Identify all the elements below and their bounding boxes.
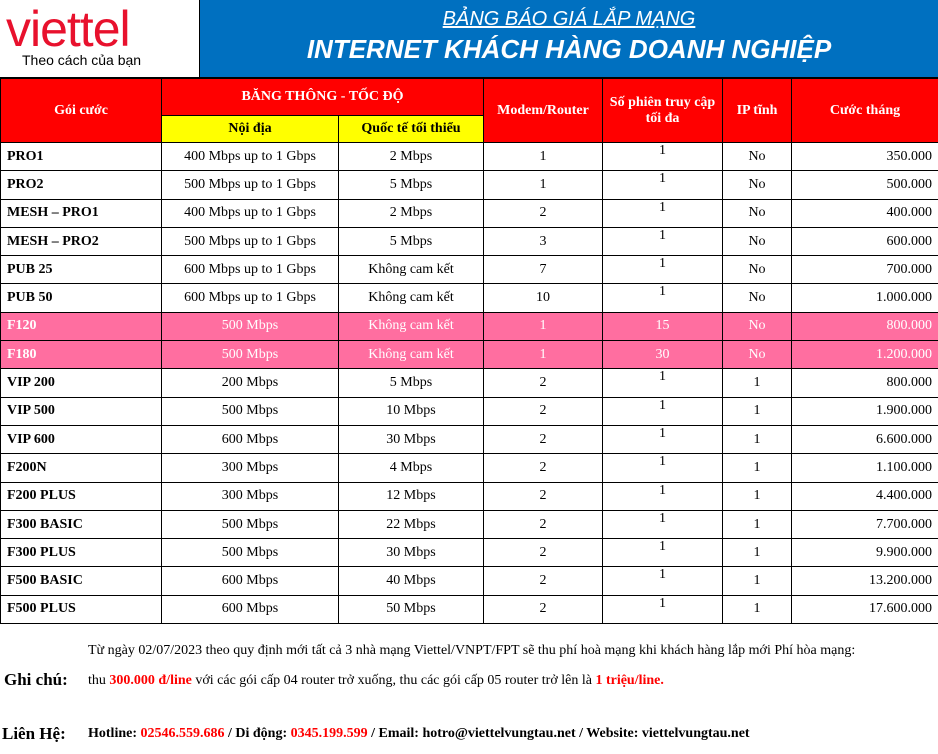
page-header: [0, 0, 938, 78]
page-title: INTERNET KHÁCH HÀNG DOANH NGHIỆP: [306, 34, 832, 64]
international-cell: 22 Mbps: [339, 510, 484, 538]
table-row: [1, 482, 938, 510]
static-ip-cell: 1: [723, 567, 792, 595]
static-ip-cell: 1: [723, 397, 792, 425]
domestic-cell: 500 Mbps up to 1 Gbps: [162, 227, 339, 255]
table-row: [1, 425, 938, 453]
international-cell: 30 Mbps: [339, 425, 484, 453]
title-banner: [200, 0, 938, 78]
monthly-fee-cell: 1.200.000: [792, 341, 938, 369]
sessions-cell: 1: [603, 425, 723, 453]
international-cell: 5 Mbps: [339, 227, 484, 255]
monthly-fee-cell: 800.000: [792, 312, 938, 340]
table-row: [1, 539, 938, 567]
viettel-logo: [0, 0, 200, 78]
modem-cell: 2: [484, 567, 603, 595]
domestic-cell: 500 Mbps: [162, 312, 339, 340]
connection-fee-highlight: 300.000 đ/line: [109, 673, 192, 688]
domestic-cell: 500 Mbps: [162, 539, 339, 567]
modem-cell: 1: [484, 171, 603, 199]
monthly-fee-cell: 700.000: [792, 256, 938, 284]
table-row: [1, 397, 938, 425]
page-subtitle: BẢNG BÁO GIÁ LẮP MẠNG: [442, 8, 696, 30]
monthly-fee-cell: 600.000: [792, 227, 938, 255]
modem-cell: 1: [484, 143, 603, 171]
plan-cell: F300 PLUS: [1, 539, 162, 567]
static-ip-cell: 1: [723, 595, 792, 623]
sessions-cell: 1: [603, 369, 723, 397]
plan-cell: F300 BASIC: [1, 510, 162, 538]
mobile-label: / Di động:: [224, 726, 291, 741]
monthly-fee-cell: 1.100.000: [792, 454, 938, 482]
table-row: [1, 595, 938, 623]
header-domestic: Nội địa: [162, 116, 339, 143]
sessions-cell: 1: [603, 143, 723, 171]
monthly-fee-cell: 400.000: [792, 199, 938, 227]
notes-text: [88, 636, 858, 696]
hotline-number[interactable]: 02546.559.686: [140, 726, 225, 741]
international-cell: Không cam kết: [339, 284, 484, 312]
international-cell: 10 Mbps: [339, 397, 484, 425]
static-ip-cell: 1: [723, 425, 792, 453]
notes-label: Ghi chú:: [4, 670, 68, 689]
domestic-cell: 500 Mbps: [162, 510, 339, 538]
monthly-fee-cell: 13.200.000: [792, 567, 938, 595]
table-row: [1, 256, 938, 284]
domestic-cell: 600 Mbps up to 1 Gbps: [162, 256, 339, 284]
plan-cell: F200N: [1, 454, 162, 482]
plan-cell: PUB 25: [1, 256, 162, 284]
sessions-cell: 1: [603, 284, 723, 312]
static-ip-cell: 1: [723, 454, 792, 482]
modem-cell: 2: [484, 510, 603, 538]
international-cell: Không cam kết: [339, 312, 484, 340]
plan-cell: MESH – PRO1: [1, 199, 162, 227]
domestic-cell: 600 Mbps: [162, 567, 339, 595]
domestic-cell: 500 Mbps up to 1 Gbps: [162, 171, 339, 199]
contact-line: [88, 726, 750, 742]
international-cell: 4 Mbps: [339, 454, 484, 482]
international-cell: Không cam kết: [339, 256, 484, 284]
domestic-cell: 600 Mbps up to 1 Gbps: [162, 284, 339, 312]
logo-wordmark: viettel: [6, 1, 130, 57]
modem-cell: 1: [484, 312, 603, 340]
modem-cell: 3: [484, 227, 603, 255]
sessions-cell: 1: [603, 227, 723, 255]
domestic-cell: 600 Mbps: [162, 425, 339, 453]
static-ip-cell: No: [723, 227, 792, 255]
monthly-fee-cell: 17.600.000: [792, 595, 938, 623]
modem-cell: 2: [484, 454, 603, 482]
email-label: / Email:: [367, 726, 423, 741]
table-row: [1, 369, 938, 397]
modem-cell: 1: [484, 341, 603, 369]
modem-cell: 2: [484, 369, 603, 397]
static-ip-cell: 1: [723, 510, 792, 538]
international-cell: 2 Mbps: [339, 143, 484, 171]
sessions-cell: 30: [603, 341, 723, 369]
notes-section: [0, 622, 938, 754]
modem-cell: 2: [484, 397, 603, 425]
sessions-cell: 1: [603, 199, 723, 227]
domestic-cell: 500 Mbps: [162, 341, 339, 369]
header-sessions: Số phiên truy cập tối đa: [603, 79, 723, 143]
international-cell: 5 Mbps: [339, 171, 484, 199]
plan-cell: F500 PLUS: [1, 595, 162, 623]
notes-text-part2: với các gói cấp 04 router trở xuống, thu các gói cấp 05 router trở lên là: [191, 673, 596, 688]
monthly-fee-cell: 500.000: [792, 171, 938, 199]
table-row: [1, 567, 938, 595]
static-ip-cell: 1: [723, 482, 792, 510]
international-cell: 12 Mbps: [339, 482, 484, 510]
header-monthly-fee: Cước tháng: [792, 79, 938, 143]
domestic-cell: 200 Mbps: [162, 369, 339, 397]
modem-cell: 10: [484, 284, 603, 312]
static-ip-cell: 1: [723, 369, 792, 397]
monthly-fee-cell: 800.000: [792, 369, 938, 397]
international-cell: 2 Mbps: [339, 199, 484, 227]
sessions-cell: 1: [603, 510, 723, 538]
static-ip-cell: No: [723, 256, 792, 284]
hotline-label: Hotline:: [88, 726, 141, 741]
sessions-cell: 1: [603, 595, 723, 623]
plan-cell: VIP 500: [1, 397, 162, 425]
table-row: [1, 143, 938, 171]
plan-cell: VIP 600: [1, 425, 162, 453]
static-ip-cell: No: [723, 284, 792, 312]
logo-tagline: Theo cách của bạn: [22, 52, 142, 68]
table-row: [1, 341, 938, 369]
static-ip-cell: No: [723, 171, 792, 199]
notes-text-part1: Từ ngày 02/07/2023 theo quy định mới tất cả 3 nhà mạng Viettel/VNPT/FPT sẽ thu phí hoà mạng khi khách hàng lắp mới Phí hòa mạng: thu: [88, 643, 856, 688]
domestic-cell: 300 Mbps: [162, 482, 339, 510]
plan-cell: F180: [1, 341, 162, 369]
price-table-body: [1, 143, 938, 624]
modem-cell: 2: [484, 199, 603, 227]
plan-cell: PUB 50: [1, 284, 162, 312]
international-cell: 5 Mbps: [339, 369, 484, 397]
monthly-fee-cell: 6.600.000: [792, 425, 938, 453]
email-link[interactable]: hotro@viettelvungtau.net: [422, 726, 576, 741]
connection-fee-highlight-2: 1 triệu/line.: [595, 673, 664, 688]
table-row: [1, 312, 938, 340]
sessions-cell: 1: [603, 454, 723, 482]
monthly-fee-cell: 1.900.000: [792, 397, 938, 425]
table-row: [1, 510, 938, 538]
header-international: Quốc tế tối thiểu: [339, 116, 484, 143]
international-cell: 50 Mbps: [339, 595, 484, 623]
static-ip-cell: 1: [723, 539, 792, 567]
header-bandwidth: BĂNG THÔNG - TỐC ĐỘ: [162, 79, 484, 116]
static-ip-cell: No: [723, 199, 792, 227]
table-row: [1, 227, 938, 255]
header-modem: Modem/Router: [484, 79, 603, 143]
monthly-fee-cell: 1.000.000: [792, 284, 938, 312]
sessions-cell: 1: [603, 539, 723, 567]
domestic-cell: 400 Mbps up to 1 Gbps: [162, 143, 339, 171]
price-table: [0, 78, 938, 624]
monthly-fee-cell: 7.700.000: [792, 510, 938, 538]
domestic-cell: 400 Mbps up to 1 Gbps: [162, 199, 339, 227]
modem-cell: 7: [484, 256, 603, 284]
modem-cell: 2: [484, 595, 603, 623]
sessions-cell: 1: [603, 171, 723, 199]
domestic-cell: 300 Mbps: [162, 454, 339, 482]
table-row: [1, 454, 938, 482]
monthly-fee-cell: 4.400.000: [792, 482, 938, 510]
modem-cell: 2: [484, 482, 603, 510]
table-row: [1, 284, 938, 312]
modem-cell: 2: [484, 425, 603, 453]
domestic-cell: 600 Mbps: [162, 595, 339, 623]
static-ip-cell: No: [723, 341, 792, 369]
sessions-cell: 1: [603, 397, 723, 425]
mobile-number[interactable]: 0345.199.599: [290, 726, 368, 741]
plan-cell: F500 BASIC: [1, 567, 162, 595]
sessions-cell: 1: [603, 256, 723, 284]
sessions-cell: 1: [603, 482, 723, 510]
monthly-fee-cell: 9.900.000: [792, 539, 938, 567]
website-label: / Website:: [575, 726, 642, 741]
table-row: [1, 199, 938, 227]
international-cell: 30 Mbps: [339, 539, 484, 567]
international-cell: 40 Mbps: [339, 567, 484, 595]
sessions-cell: 15: [603, 312, 723, 340]
plan-cell: PRO1: [1, 143, 162, 171]
modem-cell: 2: [484, 539, 603, 567]
plan-cell: F120: [1, 312, 162, 340]
static-ip-cell: No: [723, 143, 792, 171]
monthly-fee-cell: 350.000: [792, 143, 938, 171]
plan-cell: MESH – PRO2: [1, 227, 162, 255]
website-link[interactable]: viettelvungtau.net: [641, 726, 750, 741]
table-row: [1, 171, 938, 199]
header-static-ip: IP tĩnh: [723, 79, 792, 143]
header-plan: Gói cước: [1, 79, 162, 143]
international-cell: Không cam kết: [339, 341, 484, 369]
plan-cell: VIP 200: [1, 369, 162, 397]
plan-cell: PRO2: [1, 171, 162, 199]
static-ip-cell: No: [723, 312, 792, 340]
sessions-cell: 1: [603, 567, 723, 595]
domestic-cell: 500 Mbps: [162, 397, 339, 425]
plan-cell: F200 PLUS: [1, 482, 162, 510]
contact-label: Liên Hệ:: [2, 724, 66, 743]
